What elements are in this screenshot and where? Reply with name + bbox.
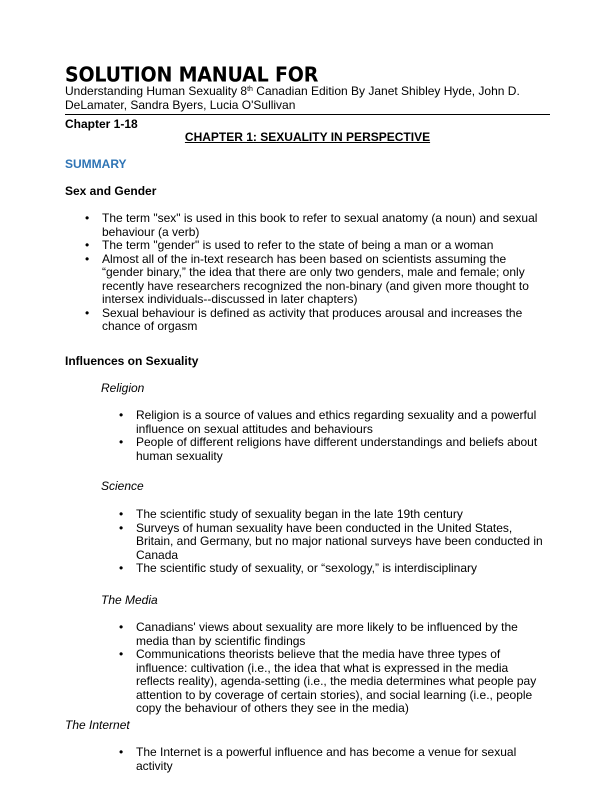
science-heading: Science — [101, 479, 144, 493]
media-list — [119, 621, 550, 716]
book-subtitle — [65, 84, 550, 112]
list-item: • Surveys of human sexuality have been conducted in the United States, Britain, and Germany, but no major national surveys have been conducted in Canada — [119, 522, 550, 563]
list-item: • The term "gender" is used to refer to the state of being a man or a woman — [85, 239, 550, 253]
religion-heading: Religion — [101, 381, 145, 395]
religion-list — [119, 409, 550, 463]
list-item: • The term "sex" is used in this book to refer to sexual anatomy (a noun) and sexual behaviour (a verb) — [85, 212, 550, 239]
subtitle-text-rest: Canadian Edition By Janet Shibley Hyde, John D. DeLamater, Sandra Byers, Lucia O'Sullivan — [65, 84, 520, 112]
chapter-title: CHAPTER 1: SEXUALITY IN PERSPECTIVE — [184, 130, 431, 144]
header-divider — [65, 114, 550, 115]
subtitle-text: Understanding Human Sexuality 8 — [65, 84, 248, 98]
list-item: • Religion is a source of values and ethics regarding sexuality and a powerful influence on sexual attitudes and behaviours — [119, 409, 550, 436]
sex-gender-list — [85, 212, 550, 334]
subtitle-superscript: th — [247, 86, 253, 93]
list-item: • Canadians' views about sexuality are more likely to be influenced by the media than by scientific findings — [119, 621, 550, 648]
list-item: • Sexual behaviour is defined as activity that produces arousal and increases the chance of orgasm — [85, 307, 550, 334]
science-list — [119, 508, 550, 576]
list-item: • Almost all of the in-text research has been based on scientists assuming the “gender binary,” the idea that there are only two genders, male and female; only recently have researchers recognized the non-binary (and given more thought to intersex individuals--discussed in later chapters) — [85, 253, 550, 307]
media-heading: The Media — [101, 593, 158, 607]
list-item: • The scientific study of sexuality began in the late 19th century — [119, 508, 550, 522]
internet-list — [119, 746, 550, 773]
sex-gender-heading: Sex and Gender — [65, 184, 157, 198]
document-title: SOLUTION MANUAL FOR — [65, 63, 319, 87]
list-item: • People of different religions have different understandings and beliefs about human sexuality — [119, 436, 550, 463]
list-item: • The Internet is a powerful influence and has become a venue for sexual activity — [119, 746, 550, 773]
list-item: • Communications theorists believe that the media have three types of influence: cultivation (i.e., the idea that what is expressed in the media reflects reality), agenda-setting (i.e., the media determines what people pay attention to by coverage of certain stories), and social learning (i.e., people copy the behaviour of others they see in the media) — [119, 648, 550, 716]
influences-heading: Influences on Sexuality — [65, 354, 199, 368]
internet-heading: The Internet — [65, 718, 130, 732]
summary-heading: SUMMARY — [65, 157, 127, 171]
list-item: • The scientific study of sexuality, or “sexology,” is interdisciplinary — [119, 562, 550, 576]
chapter-range: Chapter 1-18 — [65, 117, 138, 131]
